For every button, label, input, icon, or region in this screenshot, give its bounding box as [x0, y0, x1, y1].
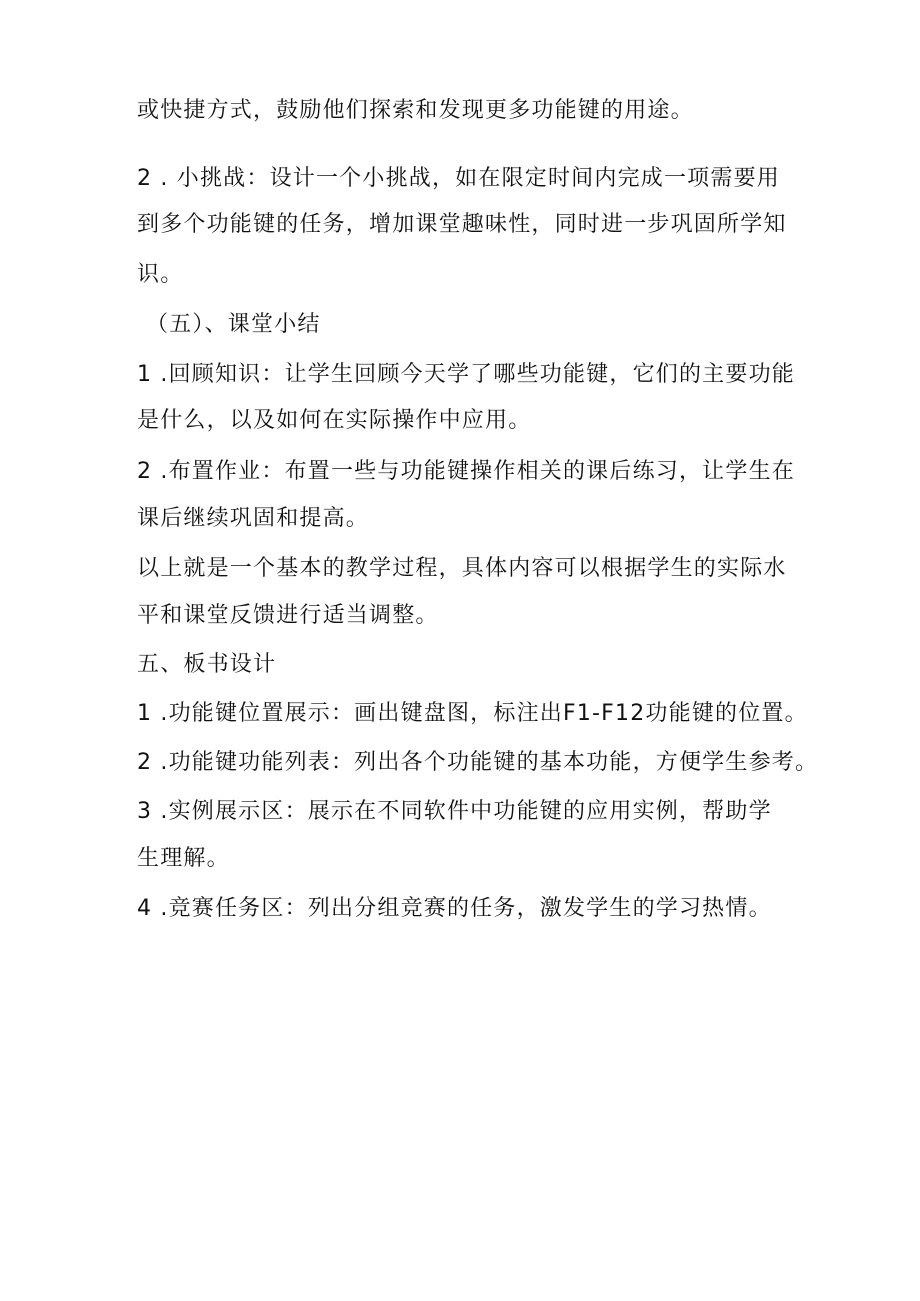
section-heading: （五）、课堂小结 — [146, 312, 321, 337]
text-line: 以上就是一个基本的教学过程，具体内容可以根据学生的实际水 — [137, 556, 787, 581]
text-line: 生理解。 — [137, 846, 230, 871]
section-heading: 五、板书设计 — [137, 652, 277, 677]
text-line: 1 .功能键位置展示：画出键盘图，标注出F1-F12功能键的位置。 — [137, 701, 808, 726]
text-line: 平和课堂反馈进行适当调整。 — [137, 603, 439, 628]
text-line: 2 . 小挑战：设计一个小挑战，如在限定时间内完成一项需要用 — [137, 166, 780, 191]
text-line: 1 .回顾知识：让学生回顾今天学了哪些功能键，它们的主要功能 — [137, 362, 795, 387]
text-line: 或快捷方式，鼓励他们探索和发现更多功能键的用途。 — [137, 98, 694, 123]
text-line: 是什么，以及如何在实际操作中应用。 — [137, 408, 532, 433]
text-line: 识。 — [137, 262, 184, 287]
text-line: 3 .实例展示区：展示在不同软件中功能键的应用实例，帮助学 — [137, 799, 772, 824]
text-line: 4 .竞赛任务区：列出分组竞赛的任务，激发学生的学习热情。 — [137, 896, 772, 921]
text-line: 课后继续巩固和提高。 — [137, 506, 370, 531]
text-line: 2 .布置作业：布置一些与功能键操作相关的课后练习，让学生在 — [137, 459, 795, 484]
text-line: 到多个功能键的任务，增加课堂趣味性，同时进一步巩固所学知 — [137, 212, 787, 237]
text-line: 2 .功能键功能列表：列出各个功能键的基本功能，方便学生参考。 — [137, 750, 819, 775]
